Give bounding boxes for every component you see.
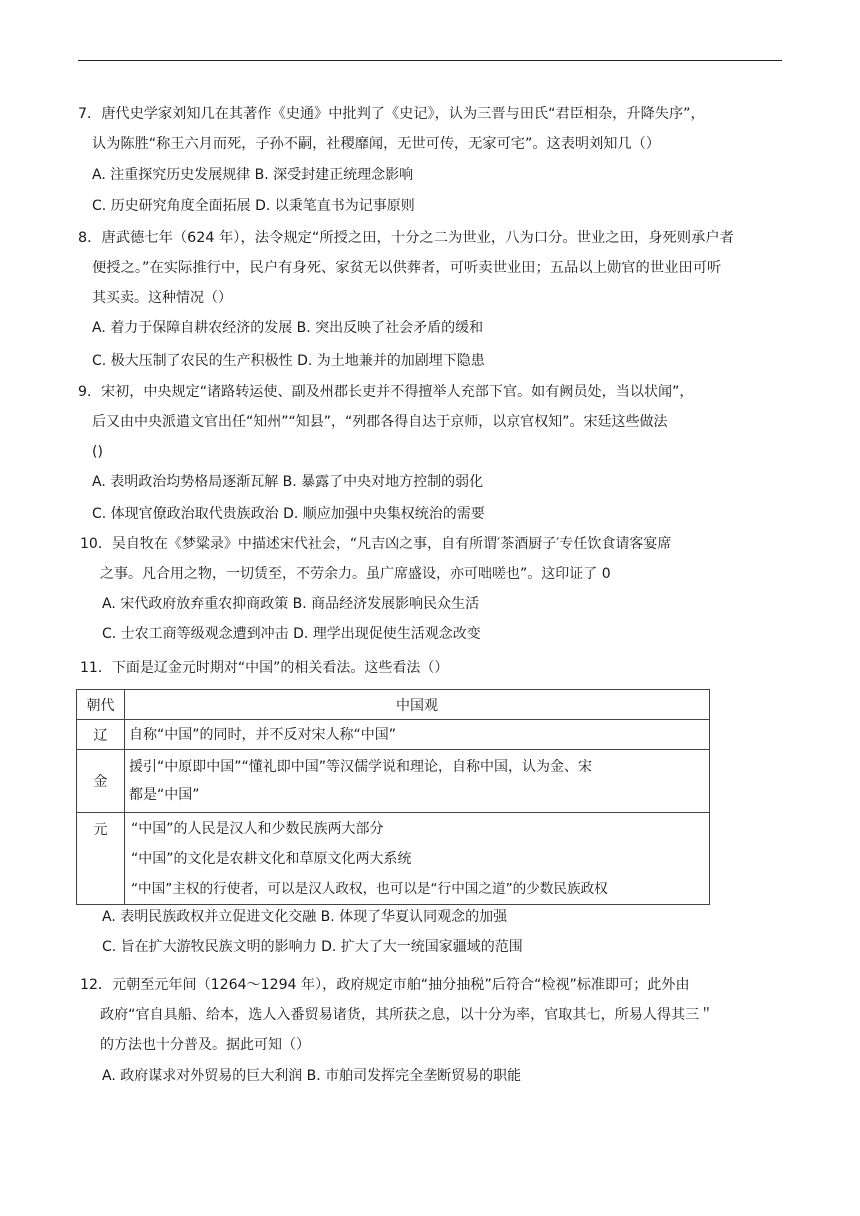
q8-stem-line-3: 其买卖。这种情况（）: [92, 290, 232, 306]
table-header-dynasty: 朝代: [77, 690, 125, 720]
view-line: 援引“中原即中国”“懂礼即中国”等汉儒学说和理论，自称中国，认为金、宋: [129, 759, 593, 775]
header-rule: [78, 60, 782, 61]
view-line: “中国”的人民是汉人和少数民族两大部分: [131, 820, 384, 837]
q11-stem: 11．下面是辽金元时期对“中国”的相关看法。这些看法（）: [80, 660, 449, 676]
table-header-row: [77, 690, 710, 720]
q12-stem-line-2: 政府“官自具船、给本，选人入番贸易诸货，其所获之息，以十分为率，官取其七，所易人得其三＂: [100, 1007, 714, 1023]
q11-option-cd[interactable]: C. 旨在扩大游牧民族文明的影响力 D. 扩大了大一统国家疆域的范围: [102, 939, 523, 955]
view-line: “中国”的文化是农耕文化和草原文化两大系统: [131, 850, 412, 867]
view-line: 自称“中国”的同时，并不反对宋人称“中国”: [129, 726, 397, 743]
table-cell-era: 金: [77, 750, 125, 813]
table-cell-era: 元: [77, 813, 125, 905]
table-cell-view: [125, 750, 710, 813]
q7-stem-line-1: 7．唐代史学家刘知几在其著作《史通》中批判了《史记》，认为三晋与田氏“君臣相杂，升降失序”，: [78, 106, 705, 122]
q10-stem-line-2: 之事。凡合用之物，一切赁至，不劳余力。虽广席盛设，亦可咄嗟也”。这印证了 0: [100, 566, 611, 582]
q12-stem-line-3: 的方法也十分普及。据此可知（）: [100, 1037, 310, 1053]
table-row: [77, 720, 710, 750]
table-row: [77, 750, 710, 813]
table-header-view: 中国观: [125, 690, 710, 720]
q10-stem-line-1: 10．吴自牧在《梦粱录》中描述宋代社会，“凡吉凶之事，自有所谓′茶酒厨子′专任饮食请客宴席: [80, 536, 672, 552]
table-row: [77, 813, 710, 905]
view-line: “中国”主权的行使者，可以是汉人政权，也可以是“行中国之道”的少数民族政权: [131, 880, 608, 897]
q8-stem-line-1: 8．唐武德七年（624 年），法令规定“所授之田，十分之二为世业，八为口分。世业之田，身死则承户者: [78, 230, 734, 246]
q7-stem-line-2: 认为陈胜“称王六月而死，子孙不嗣，社稷靡闻，无世可传，无家可宅”。这表明刘知几（）: [92, 136, 661, 152]
q12-stem-line-1: 12．元朝至元年间（1264～1294 年），政府规定市舶“抽分抽税”后符合“检视”标准即可；此外由: [80, 977, 690, 993]
q8-option-cd[interactable]: C. 极大压制了农民的生产积极性 D. 为土地兼并的加剧埋下隐患: [92, 353, 485, 369]
q9-option-cd[interactable]: C. 体现官僚政治取代贵族政治 D. 顺应加强中央集权统治的需要: [92, 506, 485, 522]
china-view-table: [76, 689, 710, 905]
q9-stem-line-3: (): [92, 444, 103, 460]
q8-option-ab[interactable]: A. 着力于保障自耕农经济的发展 B. 突出反映了社会矛盾的缓和: [92, 320, 484, 336]
q11-option-ab[interactable]: A. 表明民族政权并立促进文化交融 B. 体现了华夏认同观念的加强: [102, 909, 508, 925]
view-line: 都是“中国”: [129, 787, 200, 803]
q12-option-ab[interactable]: A. 政府谋求对外贸易的巨大利润 B. 市舶司发挥完全垄断贸易的职能: [102, 1068, 522, 1084]
q9-stem-line-1: 9．宋初，中央规定“诸路转运使、副及州郡长吏并不得擅举人充部下官。如有阙员处，当以状闻”，: [78, 384, 694, 400]
q8-stem-line-2: 便授之。”在实际推行中，民户有身死、家贫无以供葬者，可听卖世业田；五品以上勋官的世业田可听: [92, 260, 722, 276]
q10-option-ab[interactable]: A. 宋代政府放弃重农抑商政策 B. 商品经济发展影响民众生活: [102, 596, 480, 612]
table-cell-era: 辽: [77, 720, 125, 750]
q10-option-cd[interactable]: C. 士农工商等级观念遭到冲击 D. 理学出现促使生活观念改变: [102, 626, 481, 642]
table-cell-view: [125, 813, 710, 905]
q9-stem-line-2: 后又由中央派遣文官出任“知州”“知县”，“列郡各得自达于京师，以京官权知”。宋廷这些做法: [92, 414, 668, 430]
q9-option-ab[interactable]: A. 表明政治均势格局逐渐瓦解 B. 暴露了中央对地方控制的弱化: [92, 474, 484, 490]
table-cell-view: [125, 720, 710, 750]
q7-option-cd[interactable]: C. 历史研究角度全面拓展 D. 以秉笔直书为记事原则: [92, 198, 415, 214]
q7-option-ab[interactable]: A. 注重探究历史发展规律 B. 深受封建正统理念影响: [92, 167, 414, 183]
